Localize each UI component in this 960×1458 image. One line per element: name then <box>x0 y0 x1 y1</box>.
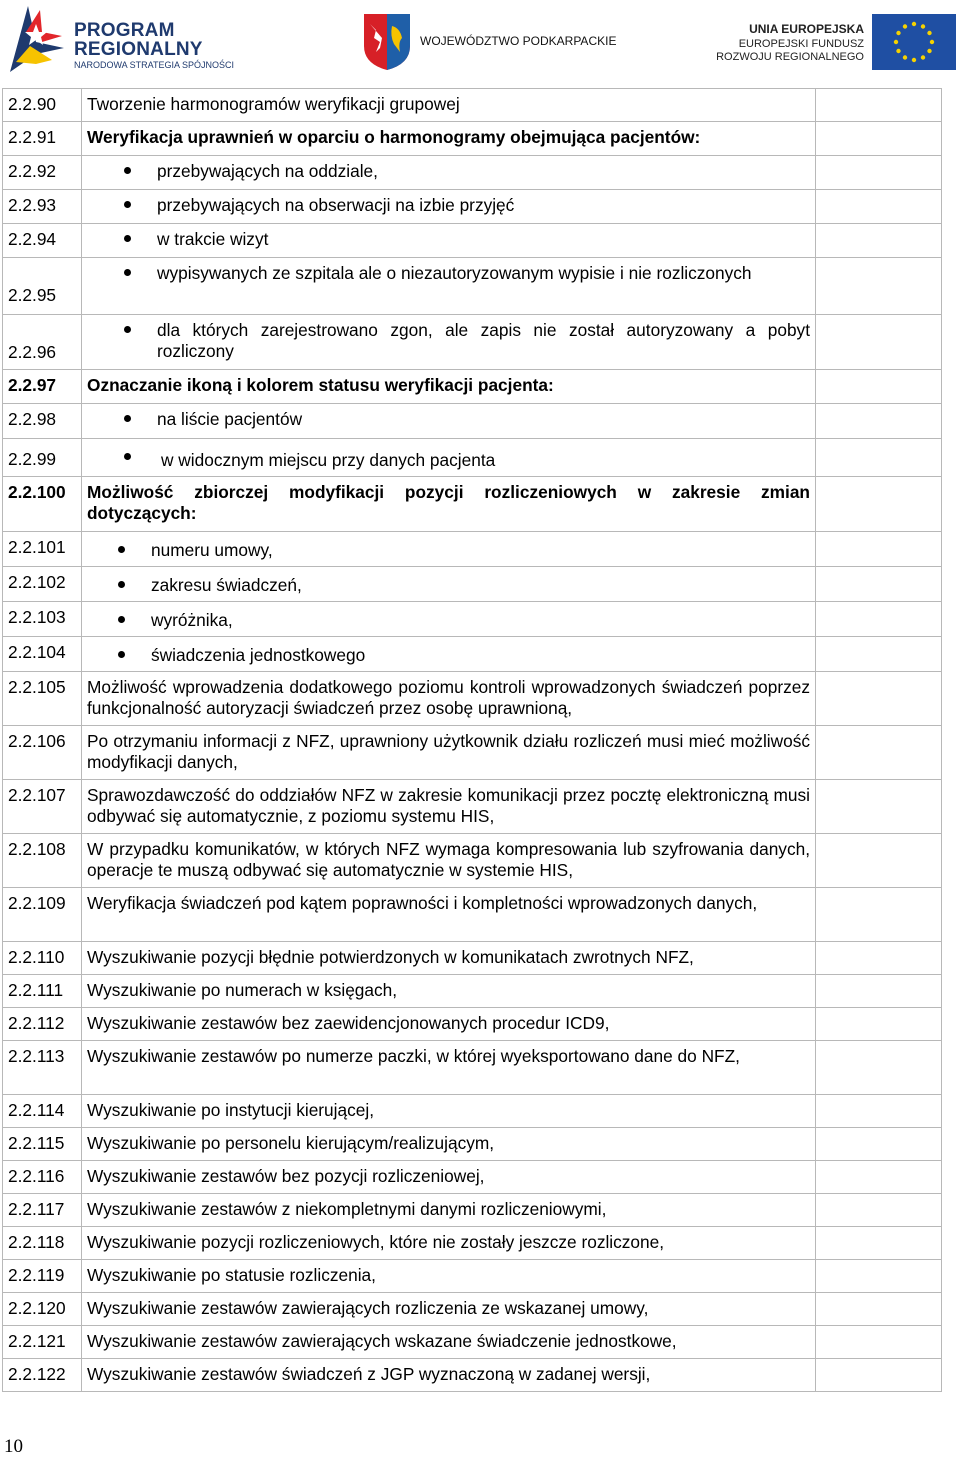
row-text: Weryfikacja uprawnień w oparciu o harmonogramy obejmująca pacjentów: <box>82 122 816 156</box>
row-text: Wyszukiwanie zestawów z niekompletnymi danymi rozliczeniowymi, <box>82 1194 816 1227</box>
bullet-icon <box>124 326 131 333</box>
eu-logo-line2: EUROPEJSKI FUNDUSZ <box>738 38 864 50</box>
row-text: zakresu świadczeń, <box>151 575 302 595</box>
row-number: 2.2.104 <box>3 637 82 672</box>
row-empty-cell <box>816 156 942 190</box>
bullet-item <box>82 258 816 315</box>
row-text: Weryfikacja świadczeń pod kątem poprawności i kompletności wprowadzonych danych, <box>82 888 816 942</box>
row-empty-cell <box>816 888 942 942</box>
row-text: Wyszukiwanie zestawów bez pozycji rozliczeniowej, <box>82 1161 816 1194</box>
table-row <box>3 637 942 672</box>
row-empty-cell <box>816 258 942 315</box>
table-row <box>3 1041 942 1095</box>
row-empty-cell <box>816 1161 942 1194</box>
row-empty-cell <box>816 190 942 224</box>
bullet-icon <box>124 415 131 422</box>
row-number: 2.2.92 <box>3 156 82 190</box>
row-empty-cell <box>816 224 942 258</box>
table-row <box>3 156 942 190</box>
row-number: 2.2.106 <box>3 726 82 780</box>
row-empty-cell <box>816 567 942 602</box>
bullet-item <box>82 532 816 567</box>
row-text: Możliwość wprowadzenia dodatkowego poziomu kontroli wprowadzonych świadczeń poprzez funkcjonalność autoryzacji świadczeń przez osobę uprawnioną, <box>82 672 816 726</box>
row-number: 2.2.96 <box>3 315 82 370</box>
row-empty-cell <box>816 315 942 370</box>
table-row <box>3 370 942 404</box>
row-text: Wyszukiwanie pozycji błędnie potwierdzonych w komunikatach zwrotnych NFZ, <box>82 942 816 975</box>
bullet-icon <box>124 167 131 174</box>
row-text: Oznaczanie ikoną i kolorem statusu weryfikacji pacjenta: <box>82 370 816 404</box>
table-row <box>3 190 942 224</box>
row-empty-cell <box>816 1260 942 1293</box>
row-number: 2.2.91 <box>3 122 82 156</box>
row-empty-cell <box>816 1326 942 1359</box>
bullet-icon <box>118 546 125 553</box>
row-text: Wyszukiwanie po personelu kierującym/realizującym, <box>82 1128 816 1161</box>
row-number: 2.2.117 <box>3 1194 82 1227</box>
table-row <box>3 1260 942 1293</box>
table-row <box>3 258 942 315</box>
row-number: 2.2.116 <box>3 1161 82 1194</box>
row-text: W przypadku komunikatów, w których NFZ wymaga kompresowania lub szyfrowania danych, operacje te muszą odbywać się automatycznie w systemie HIS, <box>82 834 816 888</box>
row-text: Wyszukiwanie zestawów zawierających wskazane świadczenie jednostkowe, <box>82 1326 816 1359</box>
row-text: Wyszukiwanie zestawów bez zaewidencjonowanych procedur ICD9, <box>82 1008 816 1041</box>
bullet-item <box>82 315 816 370</box>
bullet-item <box>82 404 816 439</box>
row-number: 2.2.118 <box>3 1227 82 1260</box>
bullet-item <box>82 224 816 258</box>
table-row <box>3 404 942 439</box>
requirements-table <box>2 88 942 1392</box>
row-number: 2.2.101 <box>3 532 82 567</box>
row-number: 2.2.100 <box>3 477 82 532</box>
table-row <box>3 1008 942 1041</box>
bullet-icon <box>124 235 131 242</box>
row-number: 2.2.121 <box>3 1326 82 1359</box>
table-row <box>3 602 942 637</box>
row-text: wypisywanych ze szpitala ale o niezautoryzowanym wypisie i nie rozliczonych <box>157 263 752 283</box>
voivodeship-name: WOJEWÓDZTWO PODKARPACKIE <box>420 34 617 48</box>
table-row <box>3 1227 942 1260</box>
row-empty-cell <box>816 672 942 726</box>
row-text: Wyszukiwanie po numerach w księgach, <box>82 975 816 1008</box>
table-row <box>3 224 942 258</box>
row-text: na liście pacjentów <box>157 409 303 429</box>
row-number: 2.2.114 <box>3 1095 82 1128</box>
eu-logo-line3: ROZWOJU REGIONALNEGO <box>716 51 864 63</box>
row-empty-cell <box>816 942 942 975</box>
row-text: przebywających na obserwacji na izbie przyjęć <box>157 195 515 215</box>
row-empty-cell <box>816 122 942 156</box>
bullet-item <box>82 637 816 672</box>
row-number: 2.2.103 <box>3 602 82 637</box>
bullet-item <box>82 567 816 602</box>
row-number: 2.2.110 <box>3 942 82 975</box>
row-number: 2.2.113 <box>3 1041 82 1095</box>
table-row <box>3 122 942 156</box>
row-text: Wyszukiwanie zestawów po numerze paczki, w której wyeksportowano dane do NFZ, <box>82 1041 816 1095</box>
program-logo-line1: PROGRAM <box>74 20 175 41</box>
row-empty-cell <box>816 477 942 532</box>
table-row <box>3 1194 942 1227</box>
row-text: numeru umowy, <box>151 540 273 560</box>
row-number: 2.2.108 <box>3 834 82 888</box>
row-number: 2.2.95 <box>3 258 82 315</box>
table-row <box>3 888 942 942</box>
row-number: 2.2.99 <box>3 439 82 477</box>
bullet-item <box>82 190 816 224</box>
table-row <box>3 1128 942 1161</box>
row-empty-cell <box>816 1041 942 1095</box>
table-row <box>3 315 942 370</box>
row-number: 2.2.93 <box>3 190 82 224</box>
row-number: 2.2.111 <box>3 975 82 1008</box>
row-text: Wyszukiwanie pozycji rozliczeniowych, które nie zostały jeszcze rozliczone, <box>82 1227 816 1260</box>
row-text: Wyszukiwanie zestawów świadczeń z JGP wyznaczoną w zadanej wersji, <box>82 1359 816 1392</box>
row-text: w widocznym miejscu przy danych pacjenta <box>161 450 496 470</box>
eu-logo <box>716 14 958 74</box>
row-text: świadczenia jednostkowego <box>151 645 366 665</box>
table-row <box>3 1359 942 1392</box>
program-regionalny-logo <box>6 2 246 76</box>
bullet-icon <box>124 269 131 276</box>
row-text: Wyszukiwanie po statusie rozliczenia, <box>82 1260 816 1293</box>
eu-logo-line1: UNIA EUROPEJSKA <box>749 22 864 36</box>
table-row <box>3 942 942 975</box>
row-empty-cell <box>816 370 942 404</box>
table-row <box>3 672 942 726</box>
row-empty-cell <box>816 834 942 888</box>
row-empty-cell <box>816 780 942 834</box>
table-row <box>3 975 942 1008</box>
bullet-icon <box>118 581 125 588</box>
row-number: 2.2.102 <box>3 567 82 602</box>
row-text: Tworzenie harmonogramów weryfikacji grupowej <box>82 89 816 122</box>
row-text: Po otrzymaniu informacji z NFZ, uprawniony użytkownik działu rozliczeń musi mieć możliwość modyfikacji danych, <box>82 726 816 780</box>
row-empty-cell <box>816 1293 942 1326</box>
row-empty-cell <box>816 1128 942 1161</box>
table-row <box>3 532 942 567</box>
table-row <box>3 439 942 477</box>
page-header <box>0 0 960 82</box>
voivodeship-logo <box>362 12 622 72</box>
row-text: Wyszukiwanie zestawów zawierających rozliczenia ze wskazanej umowy, <box>82 1293 816 1326</box>
row-number: 2.2.109 <box>3 888 82 942</box>
table-row <box>3 1161 942 1194</box>
table-row <box>3 726 942 780</box>
row-text: wyróżnika, <box>151 610 233 630</box>
table-row <box>3 477 942 532</box>
row-number: 2.2.122 <box>3 1359 82 1392</box>
row-empty-cell <box>816 1227 942 1260</box>
row-empty-cell <box>816 637 942 672</box>
row-number: 2.2.98 <box>3 404 82 439</box>
row-text: w trakcie wizyt <box>157 229 269 249</box>
row-empty-cell <box>816 404 942 439</box>
row-empty-cell <box>816 602 942 637</box>
bullet-icon <box>124 453 131 460</box>
table-row <box>3 567 942 602</box>
row-number: 2.2.119 <box>3 1260 82 1293</box>
page-number: 10 <box>4 1436 23 1457</box>
bullet-item <box>82 156 816 190</box>
row-empty-cell <box>816 439 942 477</box>
table-row <box>3 834 942 888</box>
row-empty-cell <box>816 89 942 122</box>
bullet-icon <box>124 201 131 208</box>
row-empty-cell <box>816 1095 942 1128</box>
star-flag-icon <box>6 2 68 76</box>
row-empty-cell <box>816 1194 942 1227</box>
row-number: 2.2.105 <box>3 672 82 726</box>
table-row <box>3 1326 942 1359</box>
row-text: Możliwość zbiorczej modyfikacji pozycji rozliczeniowych w zakresie zmian dotyczących: <box>82 477 816 532</box>
bullet-icon <box>118 616 125 623</box>
row-empty-cell <box>816 726 942 780</box>
table-row <box>3 89 942 122</box>
row-empty-cell <box>816 532 942 567</box>
row-number: 2.2.97 <box>3 370 82 404</box>
row-text: Wyszukiwanie po instytucji kierującej, <box>82 1095 816 1128</box>
bullet-icon <box>118 651 125 658</box>
row-number: 2.2.120 <box>3 1293 82 1326</box>
row-number: 2.2.94 <box>3 224 82 258</box>
table-row <box>3 1293 942 1326</box>
row-number: 2.2.115 <box>3 1128 82 1161</box>
eu-flag-icon <box>872 14 956 70</box>
table-row <box>3 1095 942 1128</box>
row-text: dla których zarejestrowano zgon, ale zapis nie został autoryzowany a pobyt rozliczony <box>157 320 810 361</box>
row-empty-cell <box>816 1359 942 1392</box>
row-number: 2.2.107 <box>3 780 82 834</box>
row-empty-cell <box>816 975 942 1008</box>
row-text: Sprawozdawczość do oddziałów NFZ w zakresie komunikacji przez pocztę elektroniczną musi odbywać się automatycznie, z poziomu systemu HIS, <box>82 780 816 834</box>
row-empty-cell <box>816 1008 942 1041</box>
bullet-item <box>82 602 816 637</box>
program-logo-line2: REGIONALNY <box>74 39 203 60</box>
program-logo-line3: NARODOWA STRATEGIA SPÓJNOŚCI <box>74 60 235 70</box>
bullet-item <box>82 439 816 477</box>
coat-of-arms-icon <box>362 12 412 72</box>
table-row <box>3 780 942 834</box>
row-number: 2.2.90 <box>3 89 82 122</box>
row-number: 2.2.112 <box>3 1008 82 1041</box>
row-text: przebywających na oddziale, <box>157 161 378 181</box>
